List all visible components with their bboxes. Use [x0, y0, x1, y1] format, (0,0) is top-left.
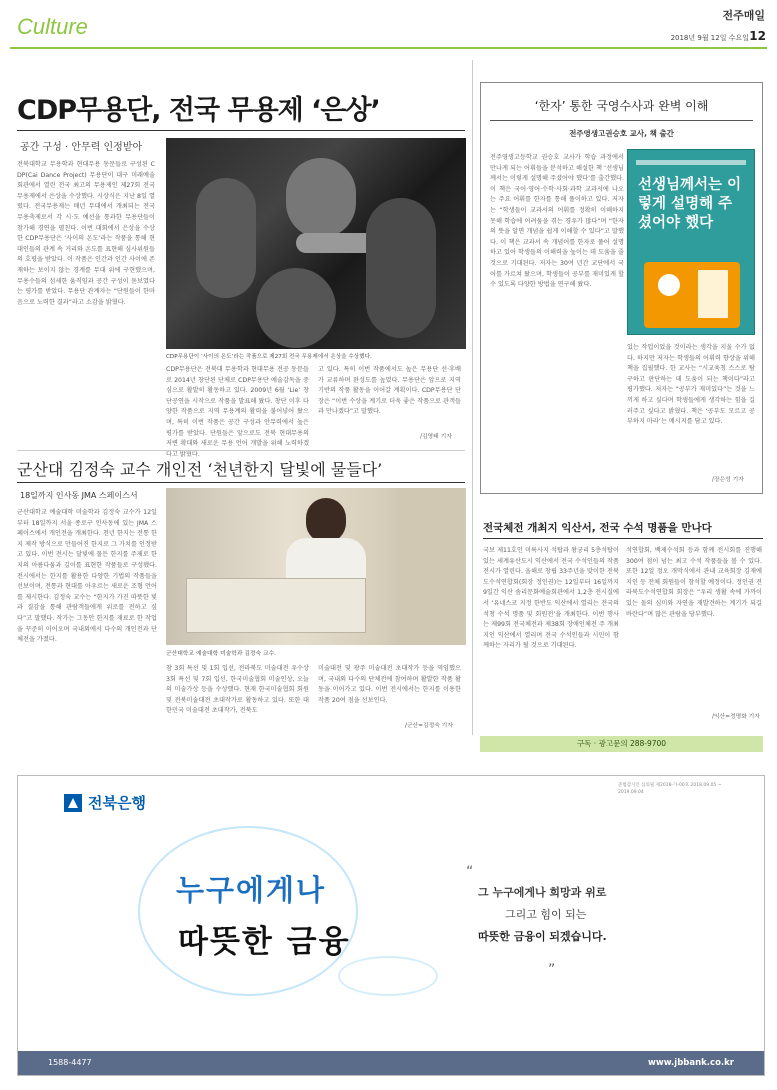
article1-subhead: 공간 구성 · 안무력 인정받아: [20, 142, 143, 153]
header-rule: [10, 47, 767, 49]
article1-col1: 전북대학교 무용학과 현대무용 동문들로 구성된 CDP(Cai Dance Project) 무용단이 대구 미래예술회관에서 열린 전국 최고의 무용제인 제27회 전국무용제에서 은상을 수상했다. 시상식은 지난 8일 열렸다. 전국무용제는 매년 무대에서 개최되는 전국 무용축제로서 각 시·도 예선을 통과한 무용단들이 참가해 경연을 펼친다. 이번 대회에서 은상을 수상한 CDP무용단은 ‘사이의 온도’라는 작품을 통해 현대인들의 관계 속 거리와 온도를 표현해 심사위원들의 호평을 받았다. 이 작품은 인간과 인간 사이에 존재하는 보이지 않는 경계를 무대 위에 구현했으며, 무용수들의 섬세한 움직임과 공간 구성이 돋보였다는 평가를 받았다. 무용단 관계자는 “단원들이 한마음으로 노력한 결과”라고 소감을 밝혔다.: [17, 161, 155, 306]
article3-col2: 있는 작업이었을 것이라는 생각을 지울 수가 없다. 하지만 저자는 학생들의 어휘력 향상을 위해 책을 집필했다. 한 교사는 “시교육청 스스로 탐구하고 판단하는 데 도움이 되는 책이다”라고 평가했다. 저자는 “공부가 재미있다”는 것을 느끼게 하고 싶다며 학생들에게 생각하는 힘을 길러주고 싶다고 밝혔다. 책은 ‘공부도 모르고 공부하지 마라’는 메시지를 담고 있다.: [627, 344, 755, 426]
book-cover-title: 선생님께서는 이렇게 설명해 주셨어야 했다: [638, 177, 742, 231]
column-divider: [472, 60, 473, 735]
section-label: Culture: [17, 14, 88, 39]
quote-close: ”: [548, 962, 556, 978]
bank-name: 전북은행: [88, 794, 146, 812]
article1-caption: CDP무용단이 ‘사이의 온도’라는 작품으로 제27회 전국 무용제에서 은상을 수상했다.: [166, 354, 372, 360]
slogan-line2: 따뜻한 금융: [178, 924, 351, 960]
article2-byline: /군산=김정숙 기자: [405, 723, 453, 729]
quote-line2: 그리고 힘이 되는: [505, 908, 587, 921]
article1-headline: CDP무용단, 전국 무용제 ‘은상’: [17, 95, 380, 126]
article2-col2: 참 3회 특선 및 1회 입선, 전라북도 미술대전 우수상 3회 특선 및 7회 입선, 한국미술협회 미술인상, 오늘의 미술가상 등을 수상했다. 현재 한국미술협회 회원 및 전북미술대전 초대작가로 활동하고 있다. 또한 대한민국 미술대전 초대작가, 전북도: [166, 665, 309, 715]
subscription-contact: [480, 736, 763, 752]
article4-headline: 전국체전 개최지 익산서, 전국 수석 명품을 만나다: [483, 522, 712, 534]
ad-footer-bar: [18, 1051, 764, 1075]
bank-phone: 1588-4477: [48, 1058, 92, 1067]
article1-bottom-rule: [17, 450, 465, 451]
wave-decoration: [138, 826, 358, 996]
article2-col3: 미술대전 및 광주 미술대전 초대작가 등을 역임했으며, 국내외 다수의 단체전에 참여하며 활발한 작품 활동을 이어가고 있다. 이번 전시에서는 한지를 이용한 작품 20여 점을 선보인다.: [318, 665, 461, 704]
paper-name: 전주매일: [722, 9, 765, 22]
issue-date: 2018년 9월 12일 수요일: [670, 34, 749, 42]
article1-col3: 고 있다. 특히 이번 작품에서도 높은 무용단 선·후배가 교류하며 완성도를 높였다. 무용단은 앞으로 지역 기반의 작품 활동을 이어갈 계획이다. CDP무용단 단장은 “이번 수상을 계기로 더욱 좋은 작품으로 관객들과 만나겠다”고 말했다.: [318, 366, 461, 416]
dance-photo: [166, 138, 466, 349]
quote-open: “: [466, 864, 474, 880]
article4-col1: 국보 제11호인 미륵사지 석탑과 왕궁리 5층석탑이 있는 세계유산도시 익산에서 전국 수석인들의 작품 전시가 열린다. 올해로 창립 33주년을 맞이한 전북도수석연합회(회장 정인권)는 12일부터 16일까지 9일간 익산 솜리문화예술회관에서 1,2층 전시실에서 ‘유네스코 지정 한반도 익산에서 열리는 전국의 석청 수석 명품 및 회원전’을 개최한다. 이번 행사는 제99회 전국체전과 제38회 장애인체전 주 개최지인 익산에서 열리며 전국 수석인들과 시민이 함께하는 자리가 될 것으로 기대된다.: [483, 547, 619, 650]
article2-rule: [17, 482, 465, 483]
article1-col2: CDP무용단은 전북대 무용학과 현대무용 전공 동문들로 2014년 창단된 단체로 CDP무용단 예술감독을 중심으로 활발히 활동하고 있다. 2009년 6월 ‘Lie’ 창단공연을 시작으로 작품을 발표해 왔다. 창단 이후 다양한 작품으로 지역 무용계의 활력을 불어넣어 왔으며, 특히 이번 작품은 공간 구성과 안무력에서 높은 평가를 받았다. 단원들은 앞으로도 전북 현대무용의 저변 확대와 새로운 무용 언어 개발을 위해 노력하겠다고 밝혔다.: [166, 366, 309, 458]
article3-byline: /장은성 기자: [712, 477, 744, 483]
bank-logo-icon: [64, 794, 82, 812]
article3-headline: ‘한자’ 통한 국영수사과 완벽 이해: [534, 99, 709, 113]
article2-caption: 군산대학교 예술대학 미술학과 김정숙 교수.: [166, 651, 277, 657]
artist-photo: [166, 488, 466, 645]
fine-print: 준법감시인 심의필 제2018-가-00호 2018.09.05 ~ 2019.09.04: [618, 783, 722, 795]
subscription-contact-text: 구독 · 광고문의 288-9700: [576, 739, 667, 748]
article2-col1: 군산대학교 예술대학 미술학과 김정숙 교수가 12일부터 18일까지 서울 종로구 인사동에 있는 JMA 스페이스에서 개인전을 개최한다. 천년 한지는 전통 한지 제작 방식으로 만들어진 한지로 그 가치를 인정받고 있다. 이번 전시는 달빛에 물든 한지를 주제로 한지의 아름다움과 깊이를 표현한 작품들로 구성됐다. 전시에서는 한지를 활용한 다양한 기법의 작품들을 선보이며, 전통과 현대를 아우르는 새로운 조형 언어를 제시한다. 김정숙 교수는 “한지가 가진 따뜻한 빛과 질감을 통해 관람객들에게 위로를 전하고 싶다”고 말했다. 작가는 그동안 한지를 재료로 한 작업을 꾸준히 이어오며 국내외에서 다수의 개인전과 단체전을 가졌다.: [17, 509, 157, 644]
slogan-line1: 누구에게나: [176, 873, 327, 907]
article3-rule: [490, 120, 753, 121]
article4-byline: /익산=정명화 기자: [712, 714, 760, 720]
bank-ad: [17, 775, 765, 1076]
article4-col2: 석연합회, 백제수석회 등과 함께 전시회를 진행해 300여 점이 넘는 최고 수석 작품들을 볼 수 있다. 또한 12일 정오 개막식에서 관내 교육회장 김재에 지인 등 전체 회원들이 참석할 예정이다. 정인권 전라북도수석연합회 회장은 “우리 생활 속에 가까이 있는 돌의 심미와 자연을 재발견하는 계기가 되길 바란다”며 많은 관람을 당부했다.: [626, 547, 762, 618]
quote-line3: 따뜻한 금융이 되겠습니다.: [478, 930, 607, 943]
article2-headline: 군산대 김정숙 교수 개인전 ‘천년한지 달빛에 물들다’: [17, 460, 383, 479]
page-number: 12: [749, 29, 766, 43]
article1-rule: [17, 130, 465, 131]
article4-rule: [483, 538, 763, 539]
bank-website: www.jbbank.co.kr: [648, 1058, 734, 1068]
quote-line1: 그 누구에게나 희망과 위로: [478, 886, 607, 899]
book-cover: [627, 149, 755, 335]
article2-subhead: 18일까지 인사동 JMA 스페이스서: [20, 491, 138, 500]
wave-decoration-2: [338, 956, 438, 996]
article3-subhead: 전주영생고권승호 교사, 책 출간: [569, 129, 674, 138]
article3-col1: 전주영생고등학교 권승호 교사가 학습 과정에서 만나게 되는 어휘들을 분석하고 해설한 책 ‘선생님께서는 이렇게 설명해 주셨어야 했다’를 출간했다. 이 책은 국어·영어·수학·사회·과학 교과서에 나오는 주요 어휘를 한자를 통해 풀이하고 있다. 저자는 “학생들이 교과서의 어휘를 정확히 이해하지 못해 학습에 어려움을 겪는 경우가 많다”며 “한자의 뜻을 알면 개념을 쉽게 이해할 수 있다”고 말했다. 이 책은 교과서 속 개념어를 한자로 풀어 설명하고 있어 학생들의 이해력을 높이는 데 도움을 줄 것으로 기대된다. 저자는 30여 년간 교단에서 국어를 가르쳐 왔으며, 학생들이 공부를 재미있게 할 수 있도록 다양한 방법을 연구해 왔다.: [490, 154, 624, 289]
article1-byline: /김영태 기자: [420, 434, 452, 440]
